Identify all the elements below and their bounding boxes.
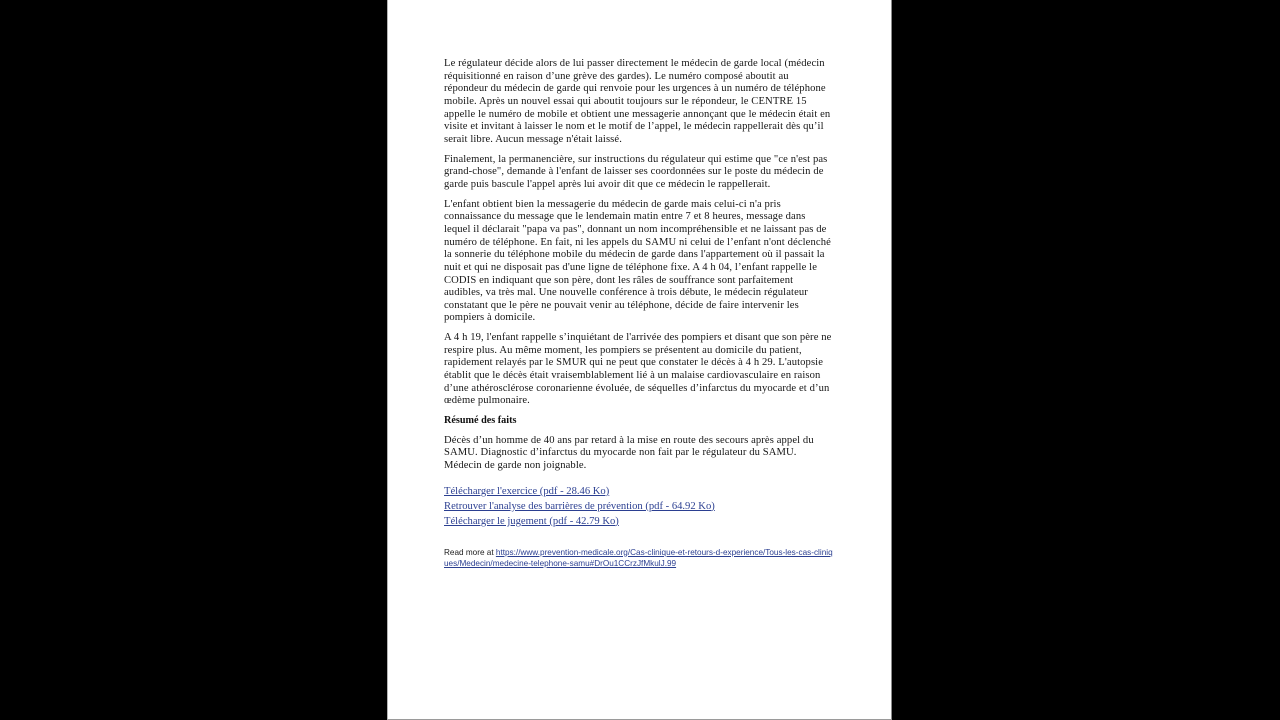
download-judgment-link[interactable]: Télécharger le jugement (pdf - 42.79 Ko) (444, 515, 619, 527)
download-analysis-link[interactable]: Retrouver l'analyse des barrières de prévention (pdf - 64.92 Ko) (444, 500, 715, 512)
read-more-label: Read more at (444, 547, 496, 557)
document-content (444, 58, 833, 570)
summary-paragraph: Décès d’un homme de 40 ans par retard à la mise en route des secours après appel du SAMU. Diagnostic d’infarctus du myocarde non fait par le régulateur du SAMU. Médecin de garde non joignable. (444, 434, 814, 472)
download-links-list (444, 483, 833, 528)
document-page (387, 0, 892, 720)
list-item (444, 483, 833, 498)
source-url-link[interactable]: https://www.prevention-medicale.org/Cas-clinique-et-retours-d-experience/Tous-les-cas-cliniques/Medecin/medecine-telephone-samu#DrOu1CCrzJfMkulJ.99 (444, 547, 833, 569)
summary-heading: Résumé des faits (444, 415, 517, 427)
list-item (444, 513, 833, 528)
list-item (444, 498, 833, 513)
body-paragraph: Finalement, la permanencière, sur instructions du régulateur qui estime que "ce n'est pas grand-chose", demande à l'enfant de laisser ses coordonnées sur le poste du médecin de garde puis bascule l'appel après lui avoir dit que ce médecin le rappellerait. (444, 153, 828, 190)
read-more-footer (444, 547, 833, 570)
body-paragraph: L'enfant obtient bien la messagerie du médecin de garde mais celui-ci n'a pris connaissance du message que le lendemain matin entre 7 et 8 heures, message dans lequel il déclarait "papa va pas", donnant un nom incompréhensible et ne laissant pas de numéro de téléphone. En fait, ni les appels du SAMU ni celui de l’enfant n'ont déclenché la sonnerie du téléphone mobile du médecin de garde dans l'appartement où il passait la nuit et qui ne disposait pas d'une ligne de téléphone fixe. A 4 h 04, l’enfant rappelle le CODIS en indiquant que son père, dont les râles de souffrance sont parfaitement audibles, va très mal. Une nouvelle conférence à trois débute, le médecin régulateur constatant que le père ne pouvait venir au téléphone, décide de faire intervenir les pompiers à domicile. (444, 198, 831, 324)
download-exercise-link[interactable]: Télécharger l'exercice (pdf - 28.46 Ko) (444, 485, 610, 497)
body-paragraph: Le régulateur décide alors de lui passer directement le médecin de garde local (médecin réquisitionné en raison d’une grève des gardes). Le numéro composé aboutit au répondeur du médecin de garde qui renvoie pour les urgences à un numéro de téléphone mobile. Après un nouvel essai qui aboutit toujours sur le répondeur, le CENTRE 15 appelle le numéro de mobile et obtient une messagerie annonçant que le médecin était en visite et invitant à laisser le nom et le motif de l’appel, le médecin rappellerait dès qu’il serait libre. Aucun message n'était laissé. (444, 58, 831, 145)
body-paragraph: A 4 h 19, l'enfant rappelle s’inquiétant de l'arrivée des pompiers et disant que son père ne respire plus. Au même moment, les pompiers se présentent au domicile du patient, rapidement relayés par le SMUR qui ne peut que constater le décès à 4 h 29. L'autopsie établit que le décès était vraisemblablement lié à un malaise cardiovasculaire en raison d’une athérosclérose coronarienne évoluée, de séquelles d’infarctus du myocarde et d’un œdème pulmonaire. (444, 332, 832, 407)
